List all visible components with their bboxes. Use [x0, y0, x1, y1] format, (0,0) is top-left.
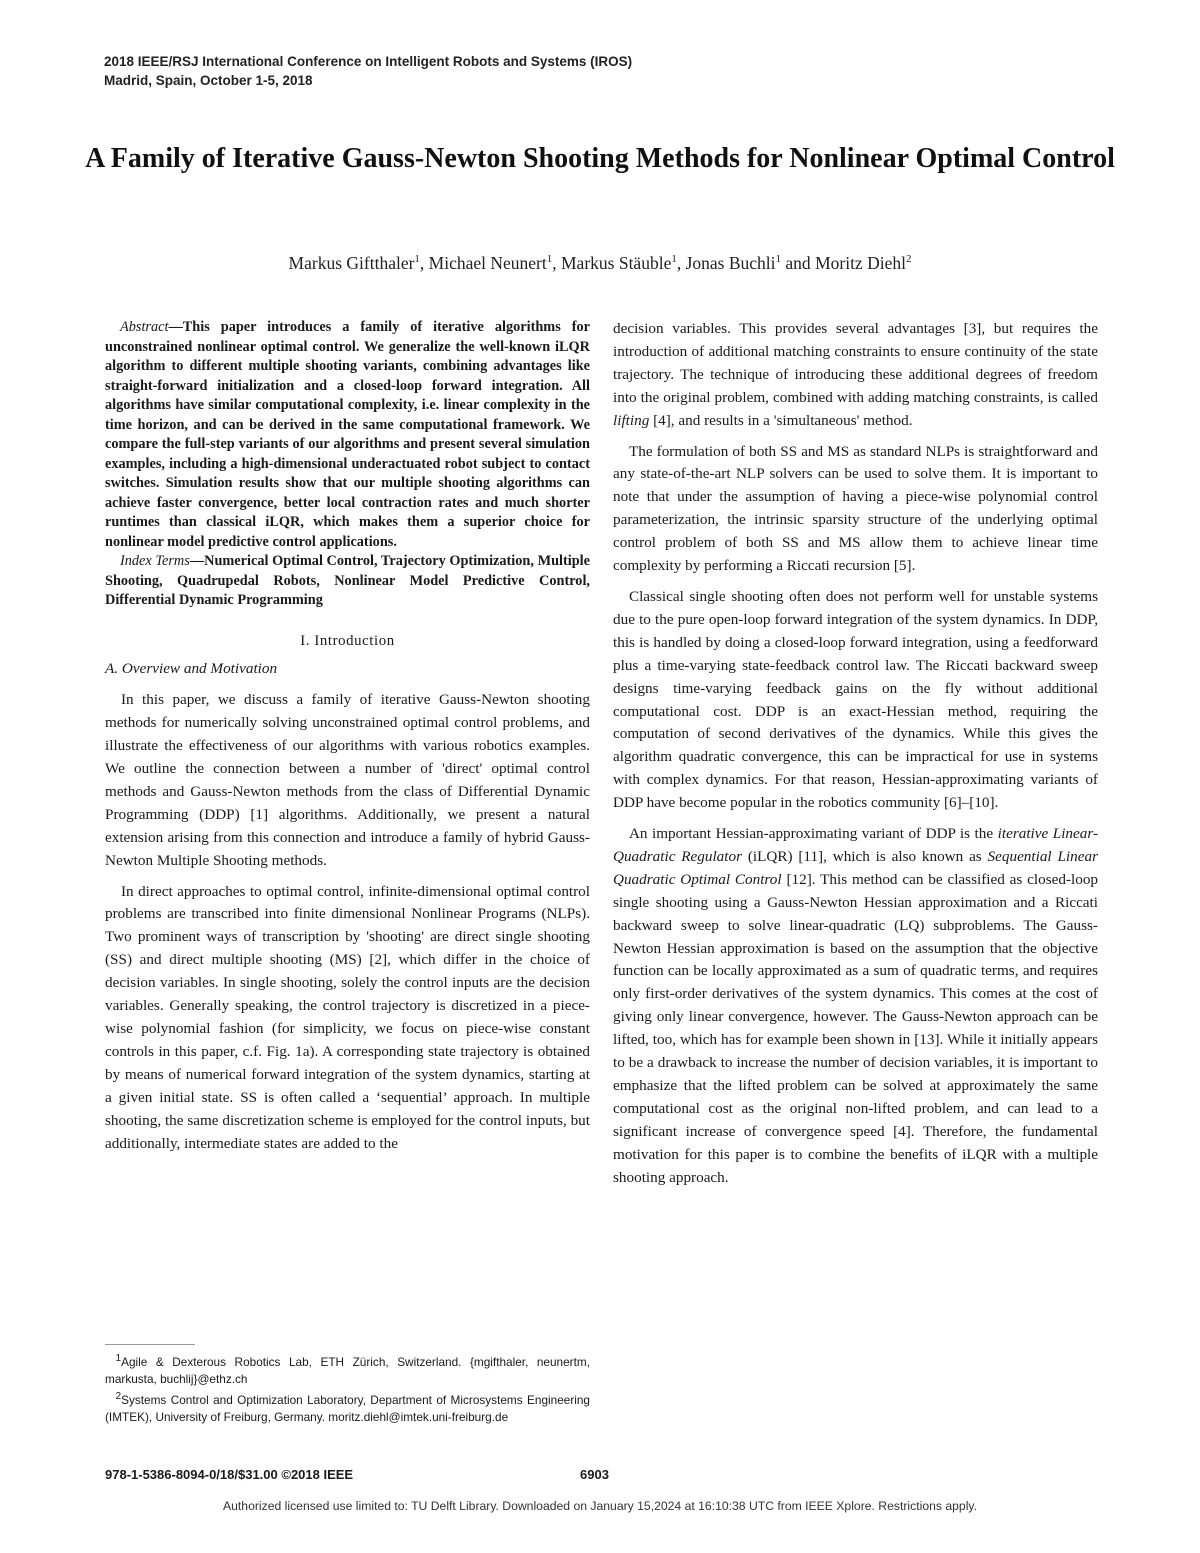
conference-location-date: Madrid, Spain, October 1-5, 2018 [104, 73, 313, 88]
affiliation-marker: 1 [671, 253, 677, 265]
footnote-marker: 1 [115, 1353, 122, 1364]
author-name: Jonas Buchli [685, 252, 776, 273]
index-terms [105, 552, 590, 611]
paragraph: In this paper, we discuss a family of iterative Gauss-Newton shooting methods for numerically solving unconstrained optimal control problems, and illustrate the effectiveness of our algorithms with various robotics examples. We outline the connection between a number of 'direct' optimal control methods and Gauss-Newton methods from the class of Differential Dynamic Programming (DDP) [1] algorithms. Additionally, we present a natural extension arising from this connection and introduce a family of hybrid Gauss-Newton Multiple Shooting methods. [105, 691, 590, 869]
emphasis-slq: Sequential Linear Quadratic Optimal Control [613, 847, 1098, 888]
abstract [105, 318, 590, 552]
paragraph-text: [12]. This method can be classified as closed-loop single shooting using a Gauss-Newton Hessian approximation and a Riccati backward sweep to solve linear-quadratic (LQ) subproblems. The Gauss-Newton Hessian approximation is based on the assumption that the objective function can be locally approximated as a sum of quadratic terms, and requires only first-order derivatives of the system dynamics. This comes at the cost of giving only linear convergence, however. The Gauss-Newton approach can be lifted, too, which has for example been shown in [13]. While it initially appears to be a drawback to increase the number of decision variables, it is important to emphasize that the lifted problem can be solved at approximately the same computational cost as the original non-lifted problem, and can lead to a significant increase of convergence speed [4]. Therefore, the fundamental motivation for this paper is to combine the benefits of iLQR with a multiple shooting approach. [613, 870, 1099, 1186]
abstract-text: This paper introduces a family of iterative algorithms for unconstrained nonlinear optimal control. We generalize the well-known iLQR algorithm to different multiple shooting variants, combining advantages like straight-forward initialization and a closed-loop forward integration. All algorithms have similar computational complexity, i.e. linear complexity in the time horizon, and can be derived in the same computational framework. We compare the full-step variants of our algorithms and present several simulation examples, including a high-dimensional underactuated robot subject to contact switches. Simulation results show that our multiple shooting algorithms can achieve faster convergence, better local contraction rates and much shorter runtimes than classical iLQR, which makes them a superior choice for nonlinear model predictive control applications. [105, 319, 590, 550]
footnote-divider [105, 1344, 195, 1345]
author-separator: , [676, 252, 686, 273]
footnote-marker: 2 [115, 1390, 122, 1402]
index-terms-label: Index Terms [120, 553, 190, 569]
index-terms-dash: — [189, 553, 205, 569]
paragraph-text: decision variables. This provides several advantages [3], but requires the introduction of additional matching constraints to ensure continuity of the state trajectory. The technique of introducing these additional degrees of freedom into the original problem, combined with adding matching constraints, is called [613, 320, 1098, 406]
author-list [60, 247, 1140, 275]
footnote-text: Agile & Dexterous Robotics Lab, ETH Zürich, Switzerland. {mgifthaler, neunertm, markusta, buchlij}@ethz.ch [105, 1354, 590, 1386]
footnote [105, 1388, 590, 1426]
paragraph: The formulation of both SS and MS as standard NLPs is straightforward and any state-of-the-art NLP solvers can be used to solve them. It is important to note that under the assumption of having a piece-wise polynomial control parameterization, the intrinsic sparsity structure of the underlying optimal control problem of both SS and MS allow them to achieve linear time complexity by performing a Riccati recursion [5]. [613, 442, 1098, 575]
paragraph-text: (iLQR) [11], which is also known as [747, 847, 982, 865]
affiliation-marker: 1 [546, 253, 553, 265]
paragraph: In direct approaches to optimal control, infinite-dimensional optimal control problems are transcribed into finite dimensional Nonlinear Programs (NLPs). Two prominent ways of transcription by 'shooting' are direct single shooting (SS) and direct multiple shooting (MS) [2], which differ in the choice of decision variables. In single shooting, solely the control inputs are the decision variables. Generally speaking, the control trajectory is discretized in a piece-wise polynomial fashion (for simplicity, we focus on piece-wise constant controls in this paper, c.f. Fig. 1a). A corresponding state trajectory is obtained by means of numerical forward integration of the system dynamics, starting at a given initial state. SS is often called a ‘sequential’ approach. In multiple shooting, the same discretization scheme is employed for the control inputs, but additionally, intermediate states are added to the [105, 882, 590, 1152]
left-column [105, 318, 590, 1155]
author-separator: , [419, 252, 429, 273]
paper-title: A Family of Iterative Gauss-Newton Shooting Methods for Nonlinear Optimal Control [85, 143, 1115, 174]
right-column [613, 318, 1098, 1190]
author-name: Markus Giftthaler [288, 252, 415, 273]
paragraph: Classical single shooting often does not perform well for unstable systems due to the pure open-loop forward integration of the system dynamics. In DDP, this is handled by doing a closed-loop forward integration, using a feedforward plus a time-varying state-feedback control law. The Riccati backward sweep designs time-varying feedback gains on the fly without additional computational cost. DDP is an exact-Hessian method, requiring the computation of second derivatives of the dynamics. While this gives the algorithm quadratic convergence, this can be impractical for use in systems with complex dynamics. For that reason, Hessian-approximating variants of DDP have become popular in the robotics community [6]–[10]. [613, 587, 1098, 812]
abstract-dash: — [168, 319, 183, 335]
page-number: 6903 [580, 1467, 609, 1482]
footnote-text: Systems Control and Optimization Laboratory, Department of Microsystems Engineering (IMTEK), University of Freiburg, Germany. moritz.diehl@imtek.uni-freiburg.de [105, 1392, 590, 1424]
paragraph-text: An important Hessian-approximating variant of DDP is the [628, 825, 994, 843]
conference-name: 2018 IEEE/RSJ International Conference on Intelligent Robots and Systems (IROS) [104, 54, 633, 69]
emphasis-ilqr: iterative Linear-Quadratic Regulator [613, 825, 1099, 865]
copyright-line: 978-1-5386-8094-0/18/$31.00 ©2018 IEEE [105, 1467, 354, 1482]
affiliation-marker: 1 [775, 253, 782, 265]
affiliation-marker: 1 [414, 253, 420, 265]
paragraph-text: [4], and results in a 'simultaneous' method. [653, 411, 913, 429]
author-name: Markus Stäuble [561, 252, 672, 273]
paragraph [613, 318, 1098, 433]
conference-header [104, 52, 632, 90]
section-heading: I. Introduction [300, 632, 395, 649]
author-separator: and [781, 252, 816, 273]
author-separator: , [552, 252, 561, 273]
author-name: Moritz Diehl [815, 252, 906, 273]
footnotes [105, 1350, 590, 1426]
abstract-label: Abstract [120, 319, 169, 335]
emphasis-lifting: lifting [613, 411, 650, 429]
subsection-heading: A. Overview and Motivation [105, 660, 278, 678]
paragraph [613, 823, 1098, 1190]
license-notice: Authorized licensed use limited to: TU Delft Library. Downloaded on January 15,2024 at 16:10:38 UTC from IEEE Xplore. Restrictions apply. [223, 1499, 977, 1513]
footnote [105, 1350, 590, 1388]
index-terms-text: Numerical Optimal Control, Trajectory Optimization, Multiple Shooting, Quadrupedal Robots, Nonlinear Model Predictive Control, Differential Dynamic Programming [105, 553, 590, 608]
author-name: Michael Neunert [428, 252, 547, 273]
affiliation-marker: 2 [905, 253, 912, 265]
